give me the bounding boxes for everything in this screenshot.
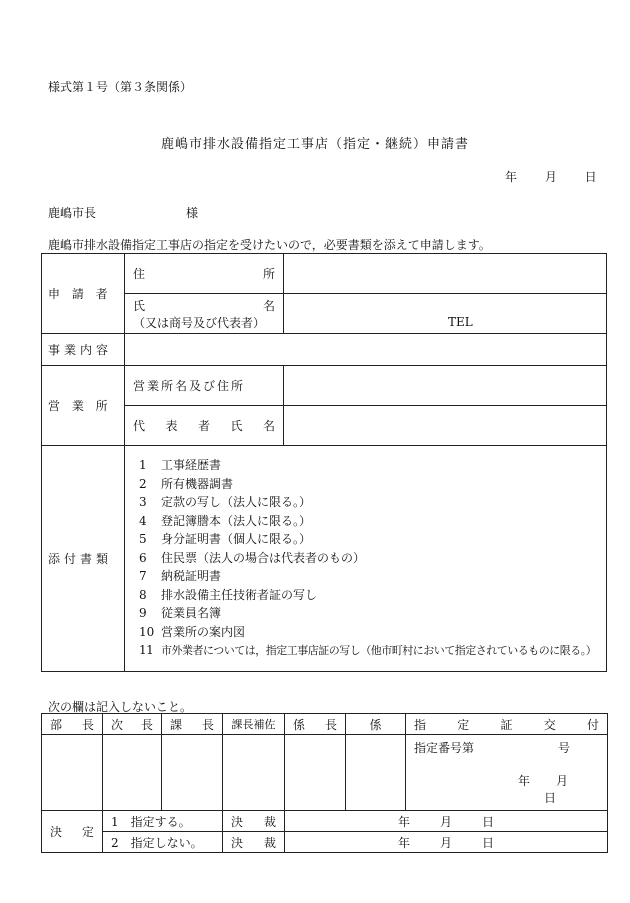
intro-text: 鹿嶋市排水設備指定工事店の指定を受けたいので，必要書類を添えて申請します。 [48,238,491,252]
stamp-kakari[interactable] [346,735,406,811]
attachments-heading: 添付書類 [42,446,125,672]
list-item: 9 従業員名簿 [139,606,222,620]
list-item: 7 納税証明書 [139,569,222,583]
decision-label: 決 定 [42,811,103,853]
stamp-kacho-hosa[interactable] [223,735,285,811]
name-label-sub: （又は商号及び代表者） [133,315,266,330]
attachments-list [125,446,607,672]
list-item: 4 登記簿謄本（法人に限る。） [139,513,312,528]
address-label [125,254,284,294]
approval-label: 決 裁 [223,811,285,832]
approval-date[interactable]: 年 月 日 [285,811,608,832]
applicant-heading: 申 請 者 [42,254,125,334]
month-label: 月 [556,774,569,788]
rep-char: 表 [165,419,178,433]
form-number: 様式第１号（第３条関係） [48,80,193,94]
list-item: 6 住民票（法人の場合は代表者のもの） [139,550,366,565]
list-item: 8 排水設備主任技術者証の写し [139,587,318,602]
name-field[interactable] [284,294,607,334]
office-use-note: 次の欄は記入しないこと。 [48,700,193,714]
list-item: 2 所有機器調書 [139,476,234,491]
name-label-a: 氏 [133,298,146,313]
header-kacho: 課 長 [162,714,223,735]
tel-label: TEL [448,314,473,329]
address-label-b: 所 [262,267,275,281]
address-label-a: 住 [133,267,146,281]
header-bucho: 部 長 [42,714,103,735]
stamp-bucho[interactable] [42,735,103,811]
stamp-kacho[interactable] [162,735,223,811]
day-label: 日 [544,791,557,805]
header-kakaricho: 係 長 [285,714,346,735]
list-item: 5 身分証明書（個人に限る。） [139,532,312,546]
office-heading: 営 業 所 [42,366,125,446]
decision-option-reject[interactable]: 2 指定しない。 [103,832,223,853]
go-label: 号 [558,741,571,755]
business-content-field[interactable] [125,334,607,366]
header-jicho: 次 長 [103,714,162,735]
header-kacho-hosa: 課長補佐 [223,714,285,735]
office-use-table [41,713,608,853]
list-item: 11 市外業者については，指定工事店証の写し（他市町村において指定されているものに限る。） [139,643,597,657]
rep-char: 名 [262,419,275,433]
rep-char: 代 [133,419,146,433]
list-item: 3 定款の写し（法人に限る。） [139,495,312,509]
list-item: 1 工事経歴書 [139,458,222,472]
addressee-name: 鹿嶋市長 [48,206,97,220]
office-name-address-label: 営業所名及び住所 [125,366,284,406]
addressee-suffix: 様 [186,206,199,220]
stamp-kakaricho[interactable] [285,735,346,811]
designation-number-label: 指定番号第 [414,741,475,755]
decision-option-approve[interactable]: 1 指定する。 [103,811,223,832]
form-title: 鹿嶋市排水設備指定工事店（指定・継続）申請書 [160,137,469,152]
application-table [41,253,607,672]
name-label [125,294,284,334]
rep-char: 氏 [230,419,243,433]
application-date: 年 月 日 [505,170,597,184]
rep-char: 者 [197,419,210,433]
name-label-b: 名 [262,298,275,313]
list-item: 10 営業所の案内図 [139,624,246,639]
business-content-label: 事業内容 [42,334,125,366]
addressee [48,204,198,221]
header-shitei: 指 定 証 交 付 [406,714,608,735]
office-name-address-field[interactable] [284,366,607,406]
header-kakari: 係 [346,714,406,735]
representative-field[interactable] [284,406,607,446]
representative-label [125,406,284,446]
designation-number-cell[interactable] [406,735,608,811]
address-field[interactable] [284,254,607,294]
approval-date[interactable]: 年 月 日 [285,832,608,853]
stamp-jicho[interactable] [103,735,162,811]
year-label: 年 [518,774,531,788]
approval-label: 決 裁 [223,832,285,853]
